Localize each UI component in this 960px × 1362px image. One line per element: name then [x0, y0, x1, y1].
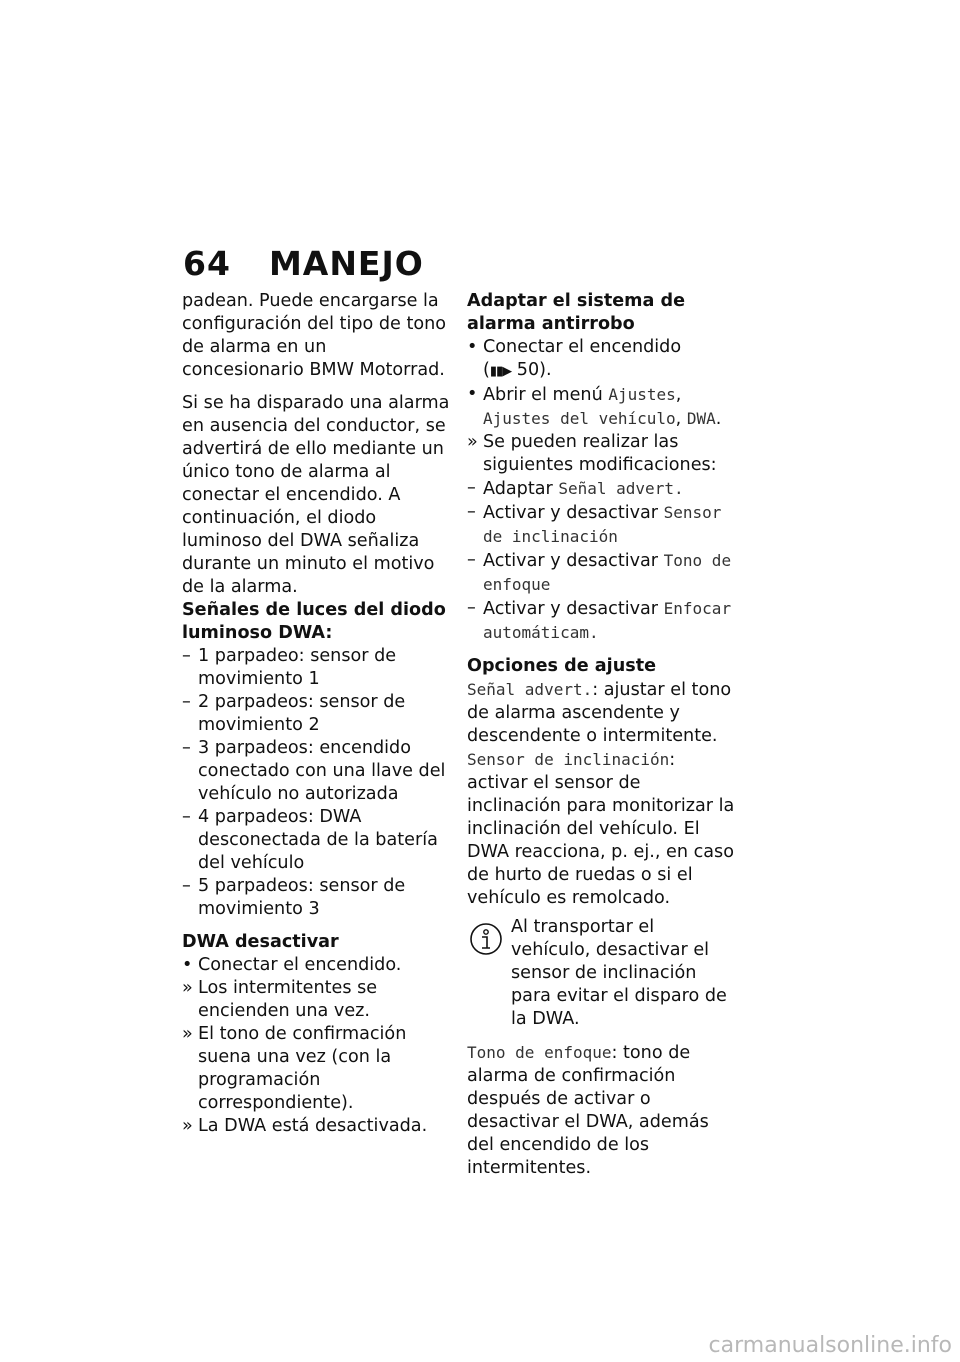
info-text: Al transportar el vehículo, desactivar el sensor de inclinación para evitar el disparo de la DWA. [511, 917, 727, 1029]
page-header [183, 244, 424, 283]
signals-heading: Señales de luces del diodo luminoso DWA: [182, 600, 446, 643]
menu-dwa: DWA [686, 409, 716, 428]
deactivate-heading: DWA desactivar [182, 932, 339, 952]
menu-ajustes: Ajustes [608, 385, 676, 404]
intro-paragraph: padean. Puede encargarse la configuración del tipo de tono de alarma en un concesionario BMW Motorrad. [182, 291, 447, 380]
list-item: – Adaptar Señal advert. [467, 478, 684, 499]
list-item: – Activar y desactivar Sensor de inclinación [467, 502, 722, 546]
list-item: – 2 parpadeos: sensor de movimiento 2 [182, 692, 406, 735]
option-sensor: Sensor de inclinación: activar el sensor de inclinación para monitorizar la inclinación del vehículo. El DWA reacciona, p. ej., en caso de hurto de ruedas o si el vehículo es remolcado. [467, 750, 735, 908]
options-heading: Opciones de ajuste [467, 656, 657, 676]
list-item: – 4 parpadeos: DWA desconectada de la batería del vehículo [182, 807, 438, 873]
right-column [467, 290, 737, 1190]
list-item: – 1 parpadeo: sensor de movimiento 1 [182, 646, 397, 689]
list-item: – Activar y desactivar Enfocar automáticam. [467, 598, 732, 642]
watermark: carmanualsonline.info [708, 1333, 952, 1358]
result-item: » La DWA está desactivada. [182, 1116, 428, 1136]
step-item: • Conectar el encendido. [182, 955, 402, 975]
option-senal: Señal advert.: ajustar el tono de alarma ascendente y descendente o intermitente. [467, 680, 732, 746]
left-column [182, 290, 452, 1138]
result-item: » Los intermitentes se encienden una vez. [182, 978, 378, 1021]
page-number: 64 [183, 244, 231, 283]
alarm-paragraph: Si se ha disparado una alarma en ausencia del conductor, se advertirá de ello mediante un único tono de alarma al conectar el encendido. A continuación, el diodo luminoso del DWA señaliza durante un minuto el motivo de la alarma. [182, 393, 450, 597]
menu-ajustes-vehiculo: Ajustes del vehículo [483, 409, 676, 428]
list-item: – 3 parpadeos: encendido conectado con una llave del vehículo no autorizada [182, 738, 446, 804]
step-item: • Abrir el menú Ajustes, Ajustes del vehículo, DWA. [467, 384, 722, 429]
page-reference-arrow-icon: ▮▮▶ [489, 364, 512, 379]
list-item: – Activar y desactivar Tono de enfoque [467, 550, 732, 594]
info-icon [469, 922, 503, 956]
signals-list [182, 645, 452, 921]
list-item: – 5 parpadeos: sensor de movimiento 3 [182, 876, 406, 919]
step-item: • Conectar el encendido (▮▮▶ 50). [467, 337, 682, 380]
section-title: MANEJO [268, 244, 424, 283]
info-note [467, 916, 737, 1031]
option-tono: Tono de enfoque: tono de alarma de confirmación después de activar o desactivar el DWA, además del encendido de los intermitentes. [467, 1043, 709, 1178]
result-item: » Se pueden realizar las siguientes modificaciones: [467, 432, 717, 475]
adapt-heading: Adaptar el sistema de alarma antirrobo [467, 291, 686, 334]
result-item: » El tono de confirmación suena una vez (con la programación correspondiente). [182, 1024, 407, 1113]
